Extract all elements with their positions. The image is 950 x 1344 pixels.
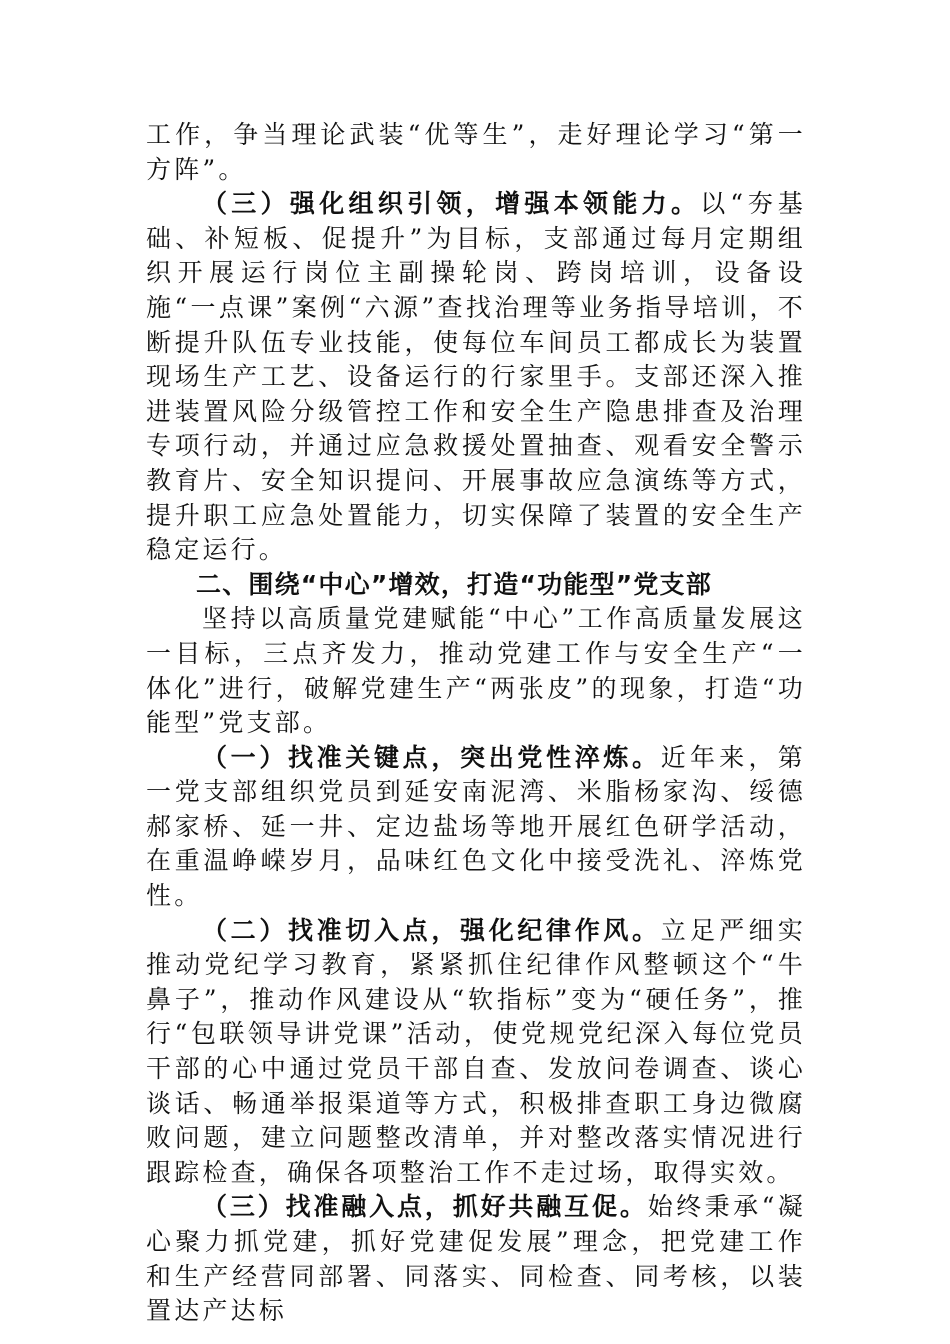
paragraph-lead: （三）强化组织引领，增强本领能力。 — [202, 189, 701, 219]
paragraph-continuation — [146, 118, 806, 187]
document-body — [146, 118, 806, 1329]
paragraph-lead: （三）找准融入点，抓好共融互促。 — [202, 1192, 648, 1222]
paragraph-text: 坚持以高质量党建赋能“中心”工作高质量发展这一目标，三点齐发力，推动党建工作与安全生产“一体化”进行，破解党建生产“两张皮”的现象，打造“功能型”党支部。 — [146, 604, 806, 738]
section-heading: 二、围绕“中心”增效，打造“功能型”党支部 — [196, 569, 712, 599]
paragraph-text: 立足严细实推动党纪学习教育，紧紧抓住纪律作风整顿这个“牛鼻子”，推动作风建设从“软指标”变为“硬任务”，推行“包联领导讲党课”活动，使党规党纪深入每位党员干部的心中通过党员干部自查、发放问卷调查、谈心谈话、畅通举报渠道等方式，积极排查职工身边微腐败问题，建立问题整改清单，并对整改落实情况进行跟踪检查，确保各项整治工作不走过场，取得实效。 — [146, 915, 806, 1187]
paragraph-lead: （一）找准关键点，突出党性淬炼。 — [202, 742, 661, 772]
paragraph-organization-leadership — [146, 187, 806, 568]
paragraph-key-point — [146, 741, 806, 914]
paragraph-lead: （二）找准切入点，强化纪律作风。 — [202, 915, 661, 945]
paragraph-text: 工作，争当理论武装“优等生”，走好理论学习“第一方阵”。 — [146, 120, 806, 184]
paragraph-text: 始终秉承“凝心聚力抓党建，抓好党建促发展”理念，把党建工作和生产经营同部署、同落实、同检查、同考核，以装置达产达标 — [146, 1192, 807, 1326]
paragraph-integration-point — [146, 1190, 806, 1328]
paragraph-entry-point — [146, 914, 806, 1191]
paragraph-section-intro — [146, 602, 806, 740]
paragraph-text: 以“夯基础、补短板、促提升”为目标，支部通过每月定期组织开展运行岗位主副操轮岗、跨岗培训，设备设施“一点课”案例“六源”查找治理等业务指导培训，不断提升队伍专业技能，使每位车间员工都成长为装置现场生产工艺、设备运行的行家里手。支部还深入推进装置风险分级管控工作和安全生产隐患排查及治理专项行动，并通过应急救援处置抽查、观看安全警示教育片、安全知识提问、开展事故应急演练等方式，提升职工应急处置能力，切实保障了装置的安全生产稳定运行。 — [146, 189, 806, 565]
paragraph-text: 近年来，第一党支部组织党员到延安南泥湾、米脂杨家沟、绥德郝家桥、延一井、定边盐场等地开展红色研学活动，在重温峥嵘岁月，品味红色文化中接受洗礼、淬炼党性。 — [146, 742, 806, 911]
